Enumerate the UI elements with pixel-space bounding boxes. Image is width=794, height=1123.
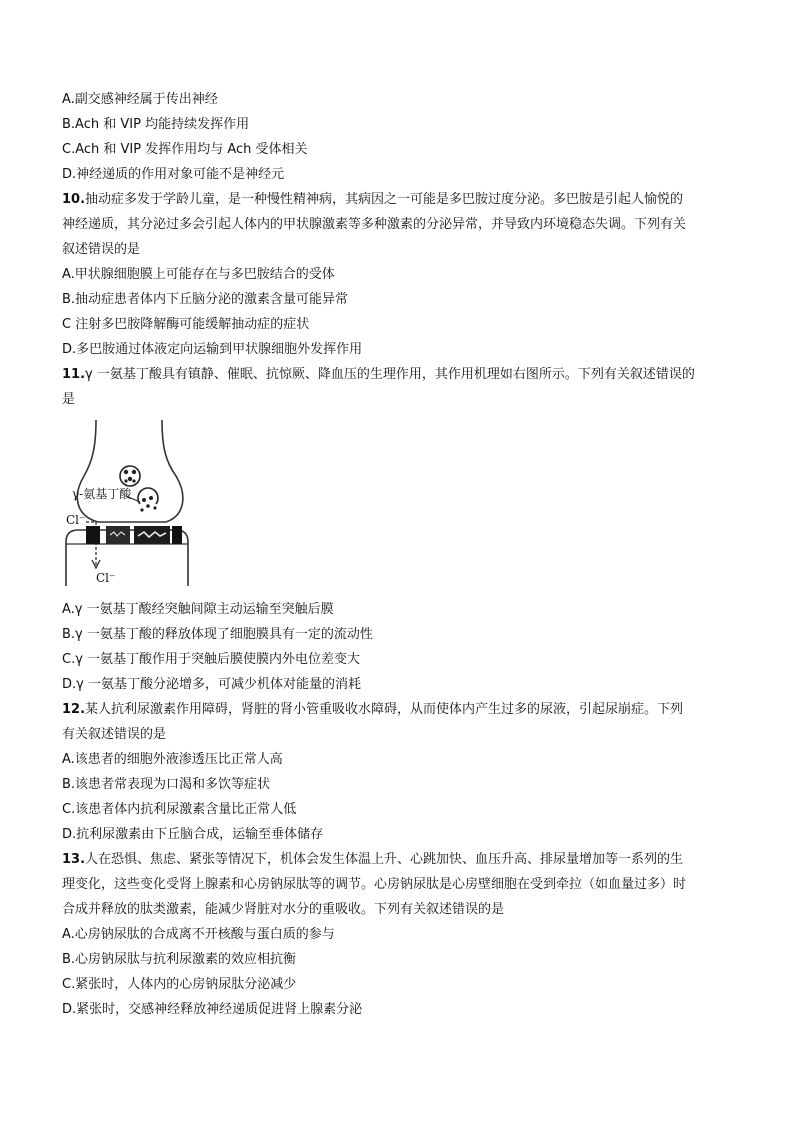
q10-stem-line-1 <box>62 191 742 209</box>
q11-number: 11. <box>62 367 86 382</box>
q13-option-d: D.紧张时，交感神经释放神经递质促进肾上腺素分泌 <box>62 1002 363 1017</box>
q13-stem-line-2: 理变化，这些变化受肾上腺素和心房钠尿肽等的调节。心房钠尿肽是心房壁细胞在受到牵拉（如血量过多）时 <box>62 877 687 892</box>
cl-bottom-label: Cl⁻ <box>96 571 116 585</box>
q12-stem-line-1 <box>62 701 742 719</box>
q10-stem-1: 抽动症多发于学龄儿童，是一种慢性精神病，其病因之一可能是多巴胺过度分泌。多巴胺是引起人愉悦的 <box>85 192 684 207</box>
q13-stem-1: 人在恐惧、焦虑、紧张等情况下，机体会发生体温上升、心跳加快、血压升高、排尿量增加等一系列的生 <box>85 852 684 867</box>
synaptic-vesicle <box>120 466 140 486</box>
q11-option-a: A.γ 一氨基丁酸经突触间隙主动运输至突触后膜 <box>62 602 334 617</box>
membrane-block-left <box>86 526 100 544</box>
q10-number: 10. <box>62 192 86 207</box>
q13-stem-line-1 <box>62 851 742 869</box>
q12-stem-line-2: 有关叙述错误的是 <box>62 727 167 742</box>
synapse-diagram <box>62 418 192 586</box>
releasing-vesicle <box>138 488 158 504</box>
q12-stem-1: 某人抗利尿激素作用障碍，肾脏的肾小管重吸收水障碍，从而使体内产生过多的尿液，引起尿崩症。下列 <box>85 702 684 717</box>
q10-stem-line-2: 神经递质，其分泌过多会引起人体内的甲状腺激素等多种激素的分泌异常，并导致内环境稳态失调。下列有关 <box>62 217 687 232</box>
q13-stem-line-3: 合成并释放的肽类激素，能减少肾脏对水分的重吸收。下列有关叙述错误的是 <box>62 902 505 917</box>
cl-top-label: Cl⁻ <box>66 513 86 527</box>
gaba-label: γ-氨基丁酸 <box>72 487 132 501</box>
q12-number: 12. <box>62 702 86 717</box>
q11-stem-1: γ 一氨基丁酸具有镇静、催眠、抗惊厥、降血压的生理作用，其作用机理如右图所示。下列有关叙述错误的 <box>85 367 695 382</box>
q9-option-a: A.副交感神经属于传出神经 <box>62 92 218 107</box>
q9-option-b: B.Ach 和 VIP 均能持续发挥作用 <box>62 117 250 132</box>
q11-stem-line-1 <box>62 366 742 384</box>
q11-option-c: C.γ 一氨基丁酸作用于突触后膜使膜内外电位差变大 <box>62 652 361 667</box>
q10-stem-line-3: 叙述错误的是 <box>62 242 141 257</box>
q10-option-b: B.抽动症患者体内下丘脑分泌的激素含量可能异常 <box>62 292 349 307</box>
q11-option-b: B.γ 一氨基丁酸的释放体现了细胞膜具有一定的流动性 <box>62 627 373 642</box>
q11-option-d: D.γ 一氨基丁酸分泌增多，可减少机体对能量的消耗 <box>62 677 361 692</box>
q12-option-a: A.该患者的细胞外液渗透压比正常人高 <box>62 752 283 767</box>
q12-option-d: D.抗利尿激素由下丘脑合成，运输至垂体储存 <box>62 827 324 842</box>
q10-option-a: A.甲状腺细胞膜上可能存在与多巴胺结合的受体 <box>62 267 335 282</box>
q10-option-d: D.多巴胺通过体液定向运输到甲状腺细胞外发挥作用 <box>62 342 363 357</box>
q13-number: 13. <box>62 852 86 867</box>
q13-option-b: B.心房钠尿肽与抗利尿激素的效应相抗衡 <box>62 952 297 967</box>
q11-stem-line-2: 是 <box>62 392 76 407</box>
q12-option-b: B.该患者常表现为口渴和多饮等症状 <box>62 777 271 792</box>
q9-option-c: C.Ach 和 VIP 发挥作用均与 Ach 受体相关 <box>62 142 308 157</box>
q12-option-c: C.该患者体内抗利尿激素含量比正常人低 <box>62 802 297 817</box>
q10-option-c: C 注射多巴胺降解酶可能缓解抽动症的症状 <box>62 317 310 332</box>
q13-option-c: C.紧张时，人体内的心房钠尿肽分泌减少 <box>62 977 297 992</box>
q13-option-a: A.心房钠尿肽的合成离不开核酸与蛋白质的参与 <box>62 927 335 942</box>
q9-option-d: D.神经递质的作用对象可能不是神经元 <box>62 167 285 182</box>
